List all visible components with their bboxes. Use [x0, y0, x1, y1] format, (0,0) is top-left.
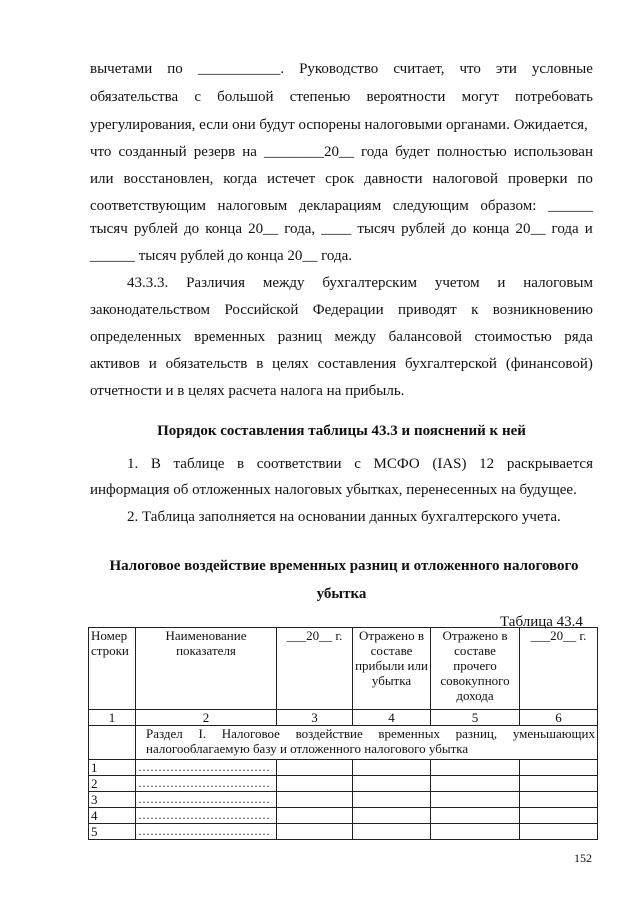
word: или — [90, 171, 114, 187]
word: ____ — [321, 221, 352, 237]
table-title-line-1: Налоговое воздействие временных разниц и отложенного налогового — [109, 558, 579, 574]
section-heading-procedure: Порядок составления таблицы 43.3 и пояснений к ней — [157, 423, 526, 439]
word: проверки — [507, 171, 568, 187]
word: декларациям — [298, 198, 382, 214]
word: 1. — [127, 456, 139, 472]
tax-effect-table — [88, 627, 598, 840]
paragraph-2-line-4 — [90, 355, 593, 373]
word: активов — [90, 356, 140, 372]
paragraph-1-line-5 — [90, 170, 593, 188]
header-other-income: Отражено в составе прочего совокупного дохода — [431, 628, 520, 710]
word: таблице — [173, 456, 225, 472]
word: обязательств — [165, 356, 248, 372]
column-number: 2 — [136, 710, 277, 726]
cell — [277, 824, 353, 840]
cell — [277, 808, 353, 824]
word: соответствующим — [90, 198, 206, 214]
word: 12 — [479, 456, 495, 472]
item-2: 2. Таблица заполняется на основании данных бухгалтерского учета. — [127, 509, 561, 525]
word: обязательства — [90, 89, 179, 105]
word: восстановлен, — [123, 171, 214, 187]
word: рублей — [401, 221, 446, 237]
word: определенных — [90, 329, 182, 345]
paragraph-1-line-3: урегулирования, если они будут оспорены налоговыми органами. Ожидается, — [90, 117, 588, 133]
word: когда — [223, 171, 258, 187]
paragraph-1-line-8: ______ тысяч рублей до конца 20__ года. — [90, 248, 353, 264]
word: тысяч — [357, 221, 396, 237]
cell — [353, 776, 431, 792]
section-row — [89, 726, 598, 760]
word: в — [237, 456, 245, 472]
word: налоговой — [432, 171, 499, 187]
word: конца — [205, 221, 242, 237]
word: (IAS) — [432, 456, 467, 472]
word: что — [459, 61, 481, 77]
word: ______ — [547, 198, 593, 214]
word: считает, — [393, 61, 445, 77]
word: конца — [472, 221, 510, 237]
word: разниц — [277, 329, 322, 345]
cell — [520, 776, 598, 792]
row-number: 2 — [89, 776, 136, 792]
word: следующим — [392, 198, 469, 214]
paragraph-2-line-3 — [90, 328, 593, 346]
table-row — [89, 808, 598, 824]
cell — [431, 824, 520, 840]
paragraph-1-line-4 — [90, 143, 593, 161]
word: истечет — [266, 171, 316, 187]
word: по — [167, 61, 183, 77]
word: срок — [325, 171, 355, 187]
word: рублей — [133, 221, 178, 237]
word: могут — [461, 89, 499, 105]
section-spacer — [89, 726, 136, 760]
column-number: 5 — [431, 710, 520, 726]
word: вероятности — [366, 89, 446, 105]
word: составления — [317, 356, 397, 372]
word: налоговым — [523, 275, 593, 291]
word: давности — [364, 171, 423, 187]
row-name: …………………………… — [136, 776, 277, 792]
word: бухгалтерским — [322, 275, 417, 291]
table-caption: Таблица 43.4 — [500, 614, 583, 630]
word: тысяч — [90, 221, 128, 237]
row-name: …………………………… — [136, 808, 277, 824]
paragraph-2-line-1 — [127, 274, 593, 292]
word: по — [577, 171, 593, 187]
row-name: …………………………… — [136, 760, 277, 776]
paragraph-1-line-2 — [90, 88, 593, 106]
row-number: 4 — [89, 808, 136, 824]
word: В — [150, 456, 161, 472]
word: года, — [284, 221, 316, 237]
item-1-line-1 — [127, 455, 593, 473]
column-number-row — [89, 710, 598, 726]
word: раскрывается — [506, 456, 593, 472]
cell — [520, 760, 598, 776]
word: приводят — [398, 302, 457, 318]
word: учетом — [434, 275, 480, 291]
word: стоимостью — [474, 329, 552, 345]
paragraph-2-line-5: отчетности и в целях расчета налога на прибыль. — [90, 383, 405, 399]
cell — [520, 808, 598, 824]
word: временных — [194, 329, 266, 345]
header-row-number: Номер строки — [89, 628, 136, 710]
page-number: 152 — [574, 851, 592, 865]
word: потребовать — [515, 89, 593, 105]
word: налоговым — [217, 198, 288, 214]
word: соответствии — [256, 456, 342, 472]
row-name: …………………………… — [136, 792, 277, 808]
table-title-line-2: убытка — [316, 586, 367, 602]
word: Российской — [224, 302, 299, 318]
word: года — [361, 144, 389, 160]
paragraph-1-line-6 — [90, 197, 593, 215]
word: к — [471, 302, 479, 318]
cell — [520, 824, 598, 840]
word: возникновению — [492, 302, 593, 318]
word: балансовой — [388, 329, 462, 345]
row-number: 1 — [89, 760, 136, 776]
word: МСФО — [373, 456, 420, 472]
header-profit-loss: Отражено в составе прибыли или убытка — [353, 628, 431, 710]
cell — [520, 792, 598, 808]
word: между — [334, 329, 377, 345]
word: ________20__ — [264, 144, 354, 160]
header-indicator-name: Наименование показателя — [136, 628, 277, 710]
word: и — [497, 275, 506, 291]
word: Руководство — [299, 61, 379, 77]
table-row — [89, 792, 598, 808]
cell — [431, 776, 520, 792]
word: вычетами — [90, 61, 153, 77]
word: Федерации — [312, 302, 384, 318]
word: законодательством — [90, 302, 211, 318]
word: большой — [217, 89, 274, 105]
cell — [353, 808, 431, 824]
word: 20__ — [248, 221, 279, 237]
word: степенью — [289, 89, 351, 105]
cell — [353, 824, 431, 840]
word: 43.3.3. — [127, 275, 169, 291]
word: образом: — [480, 198, 537, 214]
word: резерв — [193, 144, 236, 160]
word: будет — [395, 144, 430, 160]
paragraph-1-line-7 — [90, 220, 593, 238]
cell — [277, 792, 353, 808]
paragraph-2-line-2 — [90, 301, 593, 319]
table-row — [89, 776, 598, 792]
word: с — [194, 89, 201, 105]
item-1-line-2: информация об отложенных налоговых убытках, перенесенных на будущее. — [90, 482, 577, 498]
word: ___________. — [197, 61, 285, 77]
column-number: 3 — [277, 710, 353, 726]
word: 20__ — [515, 221, 546, 237]
cell — [277, 776, 353, 792]
paragraph-1-line-1 — [90, 60, 593, 78]
cell — [431, 760, 520, 776]
cell — [353, 792, 431, 808]
cell — [353, 760, 431, 776]
word: использован — [513, 144, 593, 160]
cell — [277, 760, 353, 776]
word: на — [242, 144, 257, 160]
word: до — [184, 221, 200, 237]
word: целях — [272, 356, 309, 372]
word: года — [551, 221, 579, 237]
cell — [431, 792, 520, 808]
row-number: 5 — [89, 824, 136, 840]
word: что — [90, 144, 112, 160]
word: Различия — [186, 275, 245, 291]
word: и — [148, 356, 157, 372]
word: бухгалтерской — [405, 356, 497, 372]
word: до — [451, 221, 467, 237]
cell — [431, 808, 520, 824]
column-number: 4 — [353, 710, 431, 726]
word: полностью — [436, 144, 507, 160]
word: между — [262, 275, 305, 291]
word: ряда — [564, 329, 593, 345]
word: условные — [531, 61, 593, 77]
table-row — [89, 760, 598, 776]
word: созданный — [118, 144, 187, 160]
header-year-end: ___20__ г. — [520, 628, 598, 710]
table-header-row — [89, 628, 598, 710]
word: эти — [495, 61, 517, 77]
table-row — [89, 824, 598, 840]
column-number: 1 — [89, 710, 136, 726]
word: с — [354, 456, 361, 472]
word: (финансовой) — [505, 356, 593, 372]
header-year-start: ___20__ г. — [277, 628, 353, 710]
row-name: …………………………… — [136, 824, 277, 840]
word: в — [256, 356, 264, 372]
column-number: 6 — [520, 710, 598, 726]
section-title: Раздел I. Налоговое воздействие временных разниц, уменьшающих налогооблагаемую базу и отложенного налогового убытка — [136, 726, 598, 760]
word: и — [584, 221, 593, 237]
row-number: 3 — [89, 792, 136, 808]
